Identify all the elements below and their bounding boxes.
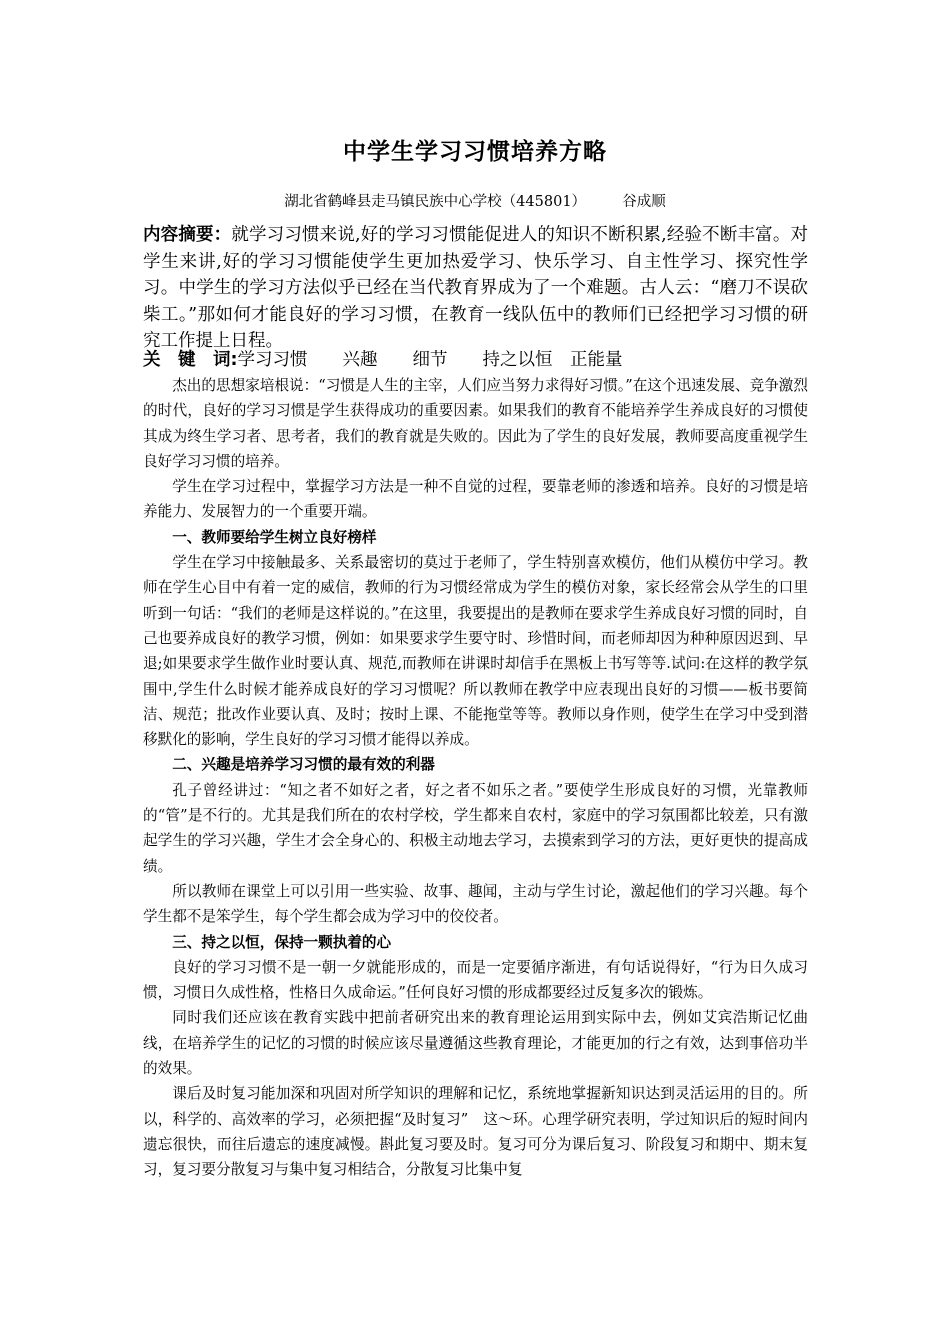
paragraph: 同时我们还应该在教育实践中把前者研究出来的教育理论运用到实际中去，例如艾宾浩斯记忆曲线，在培养学生的记忆的习惯的时候应该尽量遵循这些教育理论，才能更加的行之有效，达到事倍功半的效果。 [143, 1009, 808, 1078]
body-text [143, 373, 808, 1183]
section-heading: 一、教师要给学生树立良好榜样 [172, 528, 377, 546]
keywords [143, 349, 808, 371]
abstract-text: 就学习习惯来说,好的学习习惯能促进人的知识不断积累,经验不断丰富。对学生来讲,好的学习习惯能使学生更加热爱学习、快乐学习、自主性学习、探究性学习。中学生的学习方法似乎已经在当代教育界成为了一个难题。古人云：“磨刀不误砍柴工。”那如何才能良好的学习习惯，在教育一线队伍中的教师们已经把学习习惯的研究工作提上日程。 [143, 225, 809, 351]
keywords-label: 关 键 词: [143, 350, 238, 370]
author-line: 湖北省鹤峰县走马镇民族中心学校（445801） 谷成顺 [284, 194, 666, 210]
section-heading: 三、持之以恒，保持一颗执着的心 [172, 933, 392, 951]
paragraph: 良好的学习习惯不是一朝一夕就能形成的，而是一定要循序渐进，有句话说得好，“行为日久成习惯，习惯日久成性格，性格日久成命运。”任何良好习惯的形成都要经过反复多次的锻炼。 [143, 958, 808, 1002]
paragraph: 所以教师在课堂上可以引用一些实验、故事、趣闻，主动与学生讨论，激起他们的学习兴趣。每个学生都不是笨学生，每个学生都会成为学习中的佼佼者。 [143, 882, 808, 926]
section-heading: 二、兴趣是培养学习习惯的最有效的利器 [172, 756, 435, 774]
page-title: 中学生学习习惯培养方略 [343, 139, 607, 165]
abstract [143, 222, 808, 355]
abstract-label: 内容摘要： [143, 225, 232, 245]
paragraph: 学生在学习中接触最多、关系最密切的莫过于老师了，学生特别喜欢模仿，他们从模仿中学习。教师在学生心目中有着一定的威信，教师的行为习惯经常成为学生的模仿对象，家长经常会从学生的口里听到一句话：“我们的老师是这样说的。”在这里，我要提出的是教师在要求学生养成良好习惯的同时，自己也要养成良好的教学习惯，例如：如果要求学生要守时、珍惜时间，而老师却因为种种原因迟到、早退;如果要求学生做作业时要认真、规范,而教师在讲课时却信手在黑板上书写等等.试问:在这样的教学氛围中,学生什么时候才能养成良好的学习习惯呢？所以教师在教学中应表现出良好的习惯——板书要简洁、规范；批改作业要认真、及时；按时上课、不能拖堂等等。教师以身作则，使学生在学习中受到潜移默化的影响，学生良好的学习习惯才能得以养成。 [143, 554, 808, 749]
paragraph: 课后及时复习能加深和巩固对所学知识的理解和记忆，系统地掌握新知识达到灵活运用的目的。所以，科学的、高效率的学习，必须把握“及时复习” 这～环。心理学研究表明，学过知识后的短时间内遗忘很快，而往后遗忘的速度减慢。斟此复习要及时。复习可分为课后复习、阶段复习和期中、期末复习，复习要分散复习与集中复习相结合，分散复习比集中复 [143, 1085, 808, 1179]
keywords-text: 学习习惯 兴趣 细节 持之以恒 正能量 [237, 350, 623, 370]
paragraph: 杰出的思想家培根说：“习惯是人生的主宰，人们应当努力求得好习惯。”在这个迅速发展、竞争激烈的时代，良好的学习习惯是学生获得成功的重要因素。如果我们的教育不能培养学生养成良好的习惯使其成为终生学习者、思考者，我们的教育就是失败的。因此为了学生的良好发展，教师要高度重视学生良好学习习惯的培养。 [143, 377, 808, 470]
paragraph: 孔子曾经讲过：“知之者不如好之者，好之者不如乐之者。”要使学生形成良好的习惯，光靠教师的“管”是不行的。尤其是我们所在的农村学校，学生都来自农村，家庭中的学习氛围都比较差，只有激起学生的学习兴趣，学生才会全身心的、积极主动地去学习，去摸索到学习的方法，更好更快的提高成绩。 [143, 781, 808, 875]
paragraph: 学生在学习过程中，掌握学习方法是一种不自觉的过程，要靠老师的渗透和培养。良好的习惯是培养能力、发展智力的一个重要开端。 [143, 478, 808, 521]
